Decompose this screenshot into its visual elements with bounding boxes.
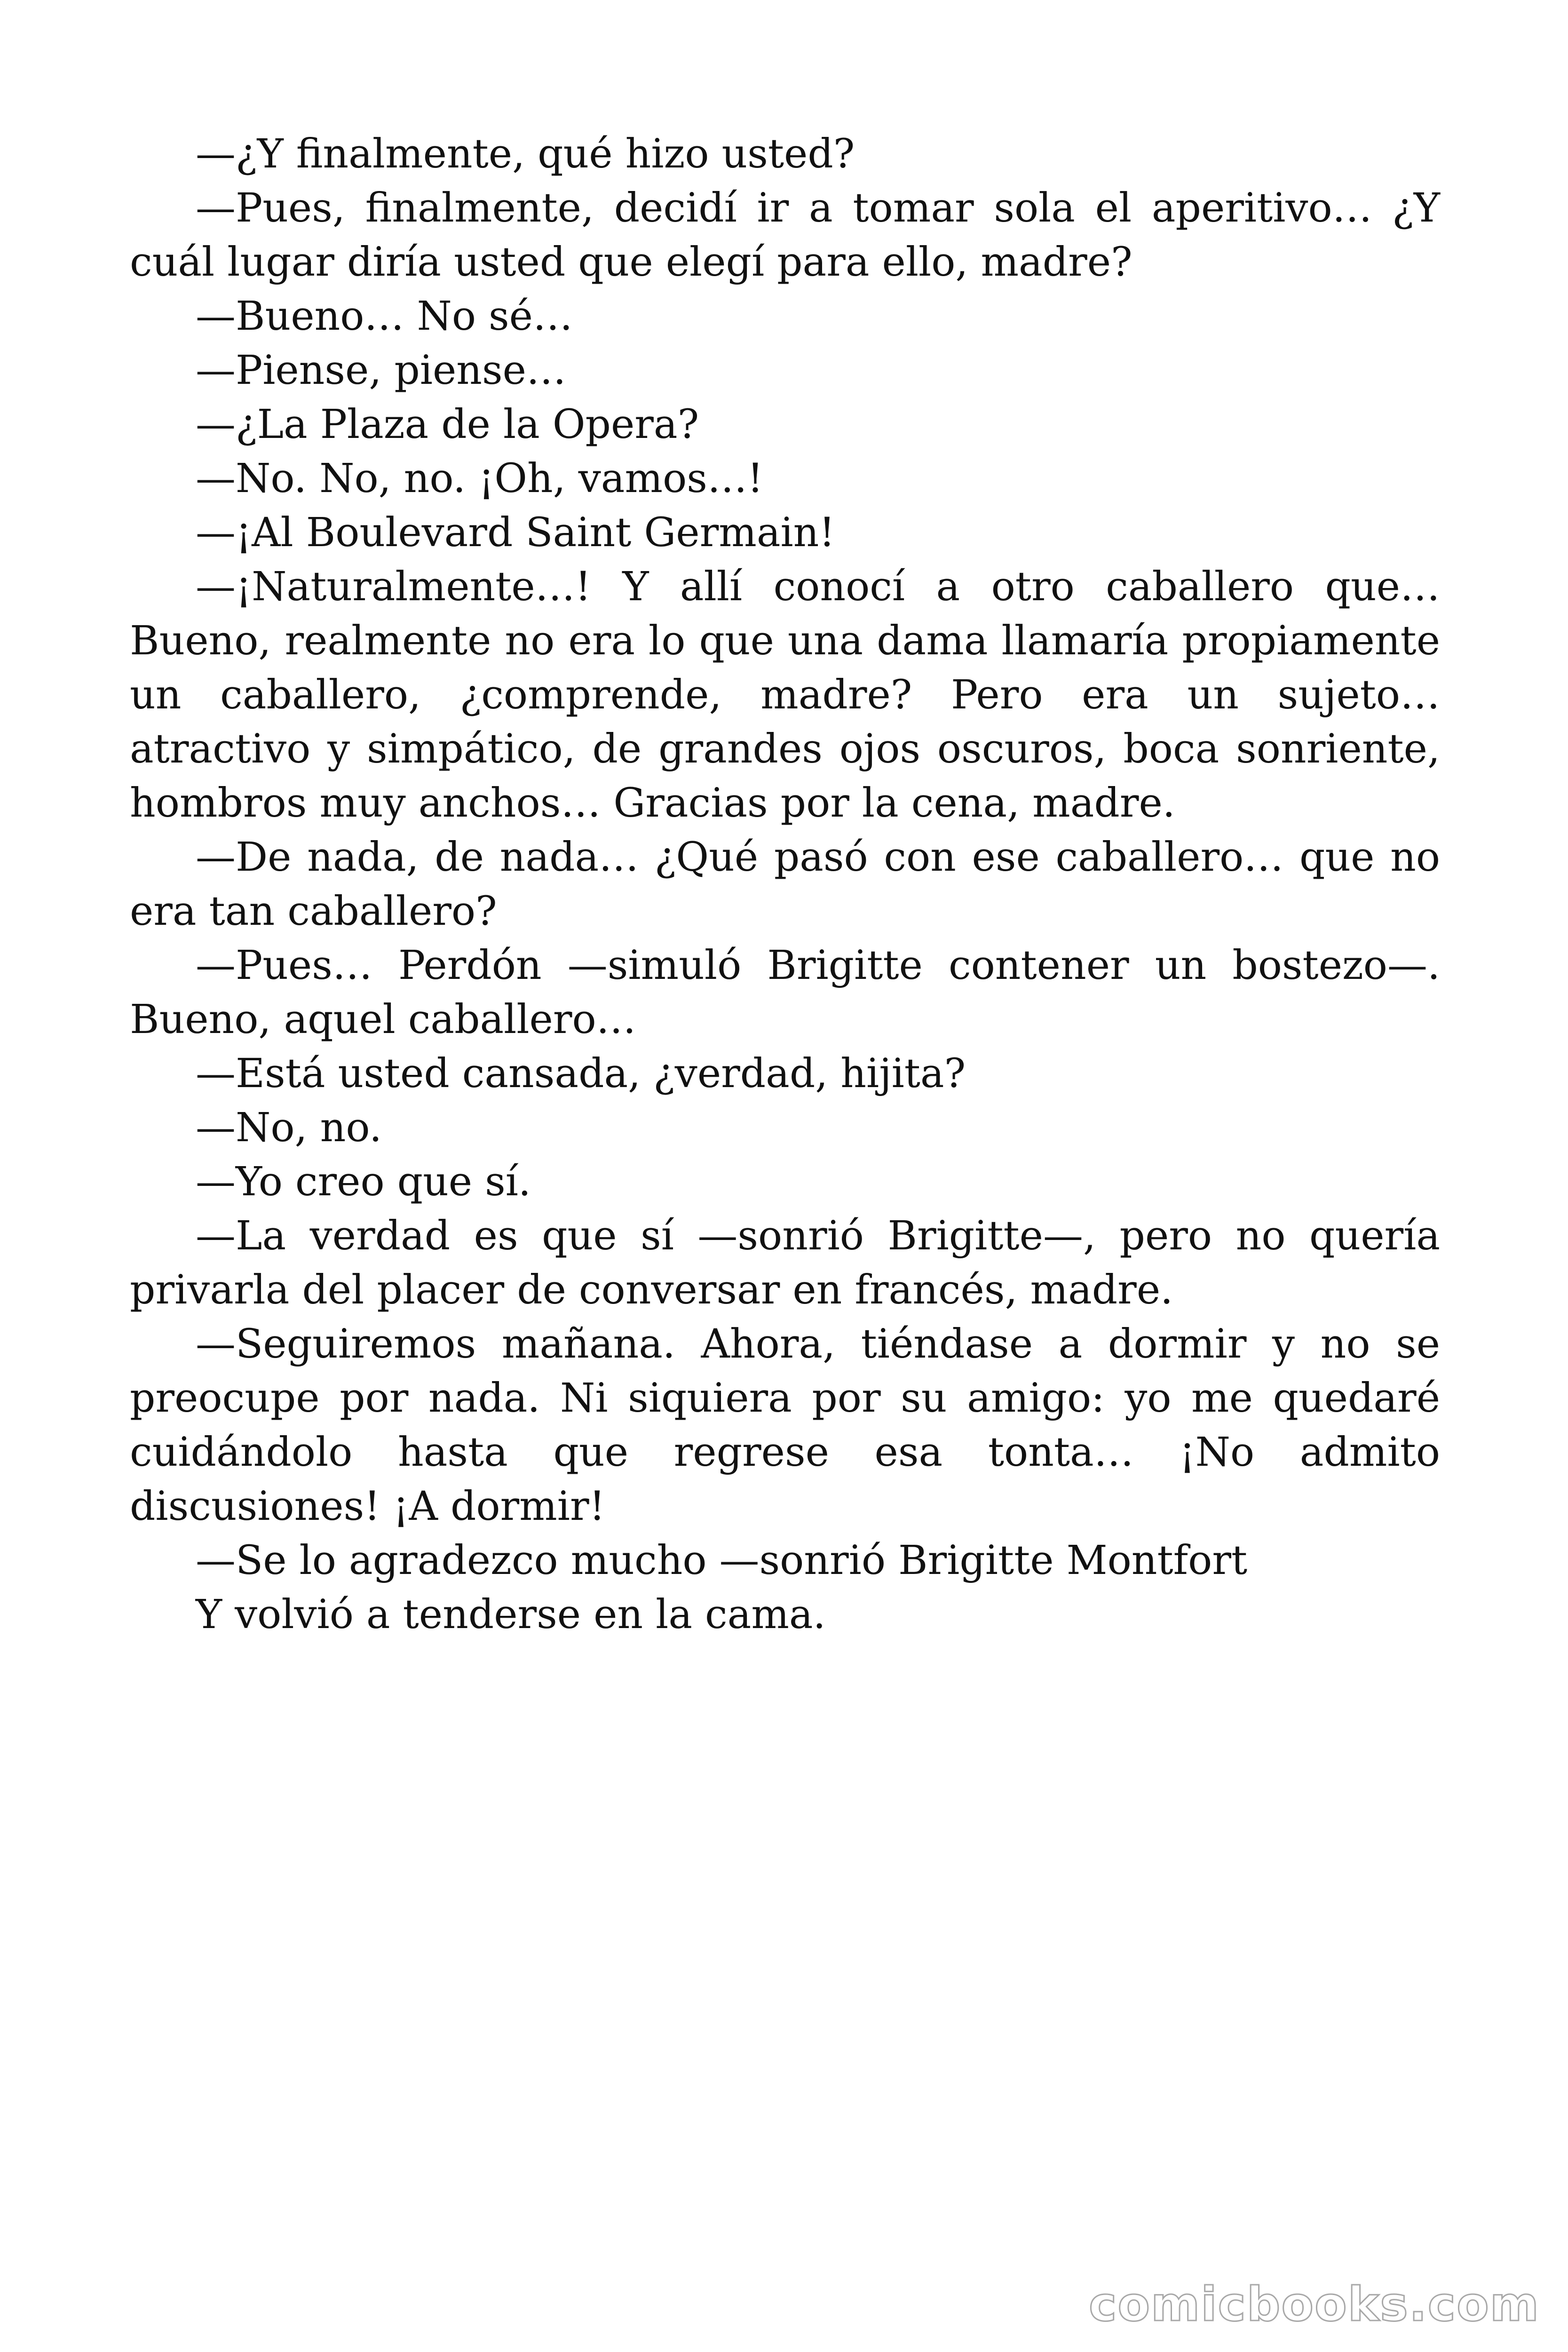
paragraph: —¡Naturalmente…! Y allí conocí a otro caballero que… Bueno, realmente no era lo que una dama llamaría propiamente un caballero, ¿comprende, madre? Pero era un sujeto… atractivo y simpático, de grandes ojos oscuros, boca sonriente, hombros muy anchos… Gracias por la cena, madre. bbox=[130, 564, 1440, 826]
paragraph: —¿La Plaza de la Opera? bbox=[196, 401, 699, 448]
paragraph: —No, no. bbox=[196, 1104, 382, 1151]
paragraph: —Piense, piense… bbox=[196, 347, 566, 394]
paragraph: Y volvió a tenderse en la cama. bbox=[196, 1591, 826, 1638]
paragraph: —Está usted cansada, ¿verdad, hijita? bbox=[196, 1050, 966, 1097]
paragraph: —¿Y finalmente, qué hizo usted? bbox=[196, 131, 855, 177]
paragraph: —Se lo agradezco mucho —sonrió Brigitte Montfort bbox=[196, 1537, 1248, 1584]
watermark: comicbooks.com bbox=[1089, 2277, 1540, 2332]
paragraph: —Pues, finalmente, decidí ir a tomar sola el aperitivo… ¿Y cuál lugar diría usted que elegí para ello, madre? bbox=[130, 185, 1440, 286]
paragraph: —De nada, de nada… ¿Qué pasó con ese caballero… que no era tan caballero? bbox=[130, 834, 1440, 935]
paragraph: —La verdad es que sí —sonrió Brigitte—, pero no quería privarla del placer de conversar en francés, madre. bbox=[130, 1213, 1440, 1313]
paragraph: —No. No, no. ¡Oh, vamos…! bbox=[196, 455, 764, 502]
paragraph: —Seguiremos mañana. Ahora, tiéndase a dormir y no se preocupe por nada. Ni siquiera por su amigo: yo me quedaré cuidándolo hasta que regrese esa tonta… ¡No admito discusiones! ¡A dormir! bbox=[130, 1321, 1440, 1530]
paragraph: —Bueno… No sé… bbox=[196, 293, 573, 340]
paragraph: —Pues… Perdón —simuló Brigitte contener un bostezo—. Bueno, aquel caballero… bbox=[130, 942, 1440, 1043]
paragraph: —¡Al Boulevard Saint Germain! bbox=[196, 509, 835, 556]
paragraph: —Yo creo que sí. bbox=[196, 1159, 531, 1205]
page-body-text bbox=[130, 127, 1440, 1642]
